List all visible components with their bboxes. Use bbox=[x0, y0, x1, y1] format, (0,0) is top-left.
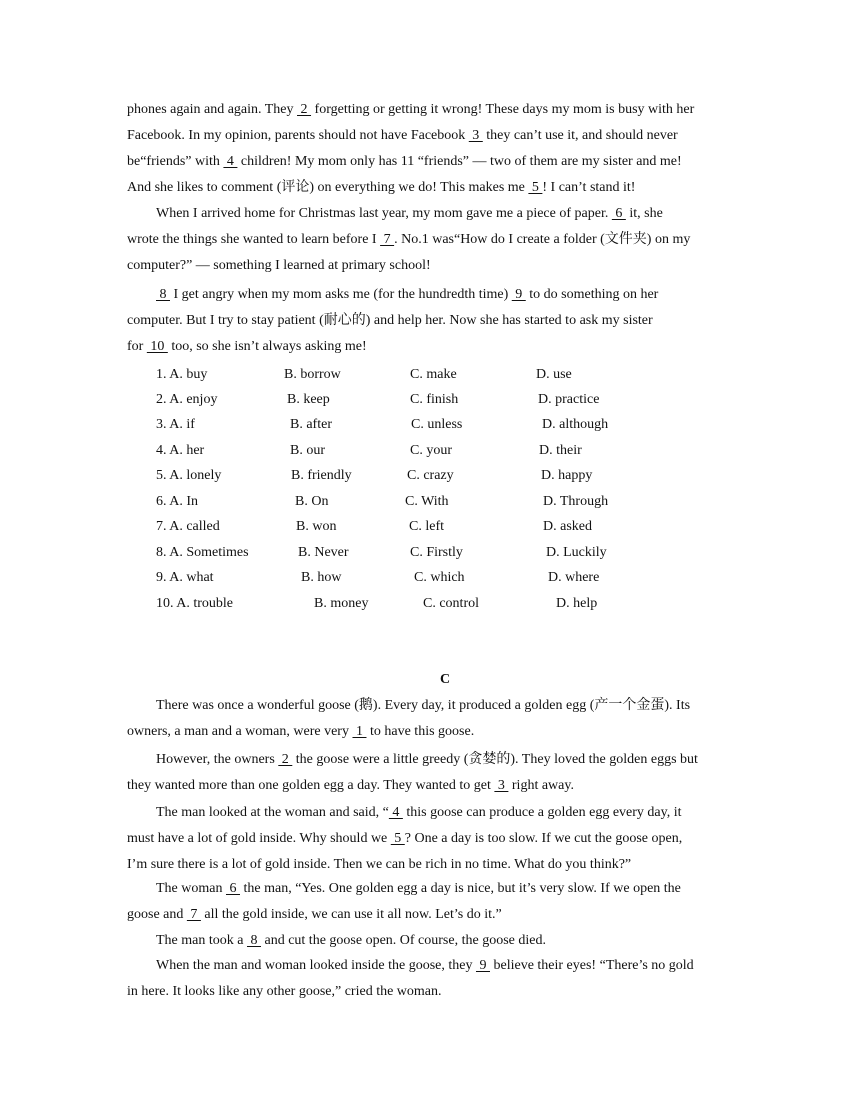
blank-7: 7 bbox=[380, 232, 395, 247]
option-row-8 bbox=[156, 542, 756, 564]
text-line: they wanted more than one golden egg a day. They wanted to get 3 right away. bbox=[127, 778, 574, 793]
option-row-7 bbox=[156, 516, 756, 538]
text-line: When the man and woman looked inside the goose, they 9 believe their eyes! “There’s no gold bbox=[156, 958, 694, 973]
text-line: The man took a 8 and cut the goose open. Of course, the goose died. bbox=[156, 933, 546, 948]
option-d: D. Luckily bbox=[546, 545, 607, 560]
blank-6: 6 bbox=[611, 206, 626, 221]
option-c: C. which bbox=[414, 570, 465, 585]
option-b: B. our bbox=[290, 443, 325, 458]
passage-c-paragraph-3 bbox=[127, 800, 737, 878]
option-c: C. left bbox=[409, 519, 444, 534]
option-c: C. your bbox=[410, 443, 452, 458]
passage-b-paragraph-2 bbox=[127, 201, 737, 279]
text-line: be“friends” with 4 children! My mom only has 11 “friends” — two of them are my sister and me! bbox=[127, 154, 682, 169]
blank-1: 1 bbox=[352, 724, 367, 739]
passage-c-paragraph-4 bbox=[127, 876, 737, 928]
option-a: 9. A. what bbox=[156, 570, 214, 585]
option-row-4 bbox=[156, 440, 756, 462]
passage-b-paragraph-1 bbox=[127, 97, 737, 201]
option-b: B. won bbox=[296, 519, 337, 534]
option-a: 10. A. trouble bbox=[156, 596, 233, 611]
option-a: 8. A. Sometimes bbox=[156, 545, 249, 560]
option-row-5 bbox=[156, 465, 756, 487]
option-d: D. asked bbox=[543, 519, 592, 534]
option-row-1 bbox=[156, 364, 756, 386]
text-line: However, the owners 2 the goose were a little greedy (贪婪的). They loved the golden eggs but bbox=[156, 752, 698, 767]
blank-3: 3 bbox=[468, 128, 483, 143]
option-row-6 bbox=[156, 491, 756, 513]
option-a: 3. A. if bbox=[156, 417, 195, 432]
option-d: D. Through bbox=[543, 494, 609, 509]
blank-9: 9 bbox=[475, 958, 490, 973]
option-d: D. help bbox=[556, 596, 598, 611]
option-row-2 bbox=[156, 389, 756, 411]
option-a: 6. A. In bbox=[156, 494, 198, 509]
option-b: B. after bbox=[290, 417, 332, 432]
blank-8: 8 bbox=[156, 287, 170, 302]
passage-c-paragraph-6 bbox=[127, 953, 737, 1005]
blank-4: 4 bbox=[223, 154, 238, 169]
option-c: C. unless bbox=[411, 417, 463, 432]
passage-c-paragraph-5 bbox=[127, 928, 737, 954]
option-a: 5. A. lonely bbox=[156, 468, 222, 483]
text-line: computer?” — something I learned at primary school! bbox=[127, 258, 431, 273]
text-line: owners, a man and a woman, were very 1 to have this goose. bbox=[127, 724, 475, 739]
text-line: Facebook. In my opinion, parents should not have Facebook 3 they can’t use it, and should never bbox=[127, 128, 678, 143]
option-c: C. make bbox=[410, 367, 457, 382]
option-a: 4. A. her bbox=[156, 443, 205, 458]
passage-c-paragraph-1 bbox=[127, 693, 737, 745]
option-b: B. Never bbox=[298, 545, 349, 560]
option-c: C. crazy bbox=[407, 468, 454, 483]
section-title: C bbox=[439, 672, 451, 687]
text-line: for 10 too, so she isn’t always asking me! bbox=[127, 339, 367, 354]
option-d: D. although bbox=[542, 417, 609, 432]
option-b: B. On bbox=[295, 494, 329, 509]
option-d: D. practice bbox=[538, 392, 600, 407]
option-d: D. where bbox=[548, 570, 600, 585]
option-b: B. money bbox=[314, 596, 369, 611]
text-line: I’m sure there is a lot of gold inside. Then we can be rich in no time. What do you think?” bbox=[127, 857, 632, 872]
option-b: B. borrow bbox=[284, 367, 341, 382]
text-line: The man looked at the woman and said, “ 4 this goose can produce a golden egg every day, it bbox=[156, 805, 682, 820]
option-a: 2. A. enjoy bbox=[156, 392, 218, 407]
blank-3: 3 bbox=[494, 778, 509, 793]
option-d: D. their bbox=[539, 443, 582, 458]
text-line: 8 I get angry when my mom asks me (for the hundredth time) 9 to do something on her bbox=[156, 287, 659, 302]
option-row-10 bbox=[156, 593, 756, 615]
blank-8: 8 bbox=[246, 933, 261, 948]
blank-4: 4 bbox=[388, 805, 403, 820]
blank-2: 2 bbox=[297, 102, 312, 117]
blank-2: 2 bbox=[278, 752, 293, 767]
option-d: D. happy bbox=[541, 468, 593, 483]
blank-5: 5 bbox=[390, 831, 405, 846]
option-row-9 bbox=[156, 567, 756, 589]
blank-5: 5 bbox=[528, 180, 543, 195]
text-line: There was once a wonderful goose (鹅). Every day, it produced a golden egg (产一个金蛋). Its bbox=[156, 698, 691, 713]
text-line: phones again and again. They 2 forgetting or getting it wrong! These days my mom is busy with her bbox=[127, 102, 695, 117]
text-line: in here. It looks like any other goose,” cried the woman. bbox=[127, 984, 442, 999]
option-b: B. how bbox=[301, 570, 342, 585]
text-line: goose and 7 all the gold inside, we can use it all now. Let’s do it.” bbox=[127, 907, 502, 922]
text-line: wrote the things she wanted to learn before I 7 . No.1 was“How do I create a folder (文件夹) on my bbox=[127, 232, 691, 247]
option-b: B. keep bbox=[287, 392, 330, 407]
option-c: C. Firstly bbox=[410, 545, 463, 560]
option-a: 7. A. called bbox=[156, 519, 220, 534]
text-line: computer. But I try to stay patient (耐心的) and help her. Now she has started to ask my sister bbox=[127, 313, 653, 328]
passage-b-paragraph-3 bbox=[127, 282, 737, 360]
text-line: must have a lot of gold inside. Why should we 5 ? One a day is too slow. If we cut the goose open, bbox=[127, 831, 683, 846]
option-c: C. With bbox=[405, 494, 449, 509]
option-b: B. friendly bbox=[291, 468, 352, 483]
blank-7: 7 bbox=[186, 907, 201, 922]
option-row-3 bbox=[156, 414, 756, 436]
blank-6: 6 bbox=[225, 881, 240, 896]
passage-c-paragraph-2 bbox=[127, 747, 737, 799]
option-d: D. use bbox=[536, 367, 572, 382]
blank-10: 10 bbox=[146, 339, 168, 354]
text-line: The woman 6 the man, “Yes. One golden egg a day is nice, but it’s very slow. If we open the bbox=[156, 881, 681, 896]
text-line: And she likes to comment (评论) on everything we do! This makes me 5 ! I can’t stand it! bbox=[127, 180, 636, 195]
text-line: When I arrived home for Christmas last year, my mom gave me a piece of paper. 6 it, she bbox=[156, 206, 663, 221]
option-a: 1. A. buy bbox=[156, 367, 208, 382]
blank-9: 9 bbox=[511, 287, 526, 302]
option-c: C. control bbox=[423, 596, 479, 611]
option-c: C. finish bbox=[410, 392, 459, 407]
